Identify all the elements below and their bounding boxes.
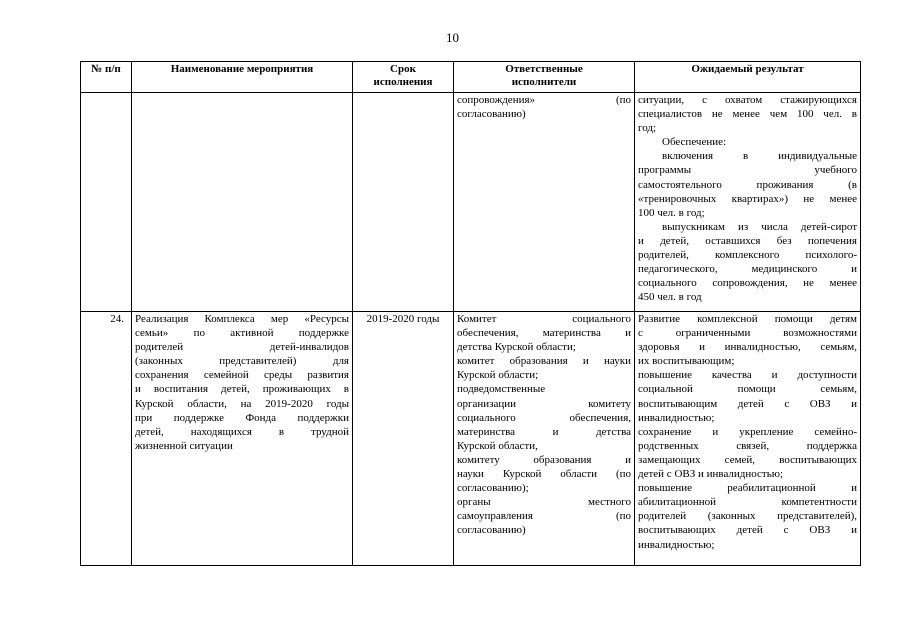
text-line: детей с ОВЗ и инвалидностью;: [638, 468, 784, 481]
text-line: Обеспечение:: [662, 136, 727, 149]
text-line: повышение реабилитационной и: [638, 482, 857, 495]
text-line: педагогического, медицинского и: [638, 263, 857, 276]
text-line: Курской области;: [457, 369, 539, 382]
text-line: комитет образования и науки: [457, 355, 631, 368]
text-line: детей, находящихся в трудной: [135, 425, 349, 438]
text-line: выпускникам из числа детей-сирот: [662, 220, 857, 233]
text-line: воспитывающих детей с ОВЗ и: [638, 524, 857, 537]
text-line: самоуправления (по: [457, 510, 631, 523]
cont-responsible-cell: [454, 93, 635, 312]
text-line: Курской области,: [457, 439, 538, 452]
text-line: 100 чел. в год;: [638, 206, 705, 219]
text-line: Комитет социального: [457, 313, 631, 325]
text-line: детства Курской области;: [457, 341, 576, 354]
row-24-term-cell: [353, 312, 454, 566]
row-number: 24.: [110, 313, 124, 325]
col-header-name: Наименование мероприятия: [132, 62, 353, 93]
text-line: повышение качества и доступности: [638, 369, 857, 382]
text-line: сохранения семейной среды развития: [135, 369, 349, 382]
table-row-24: [81, 312, 861, 566]
text-line: сопровождения» (по: [457, 94, 631, 106]
text-line: (законных представителей) для: [135, 355, 349, 368]
text-line: родителей детей-инвалидов: [135, 341, 349, 354]
text-line: при поддержке Фонда поддержки: [135, 411, 349, 424]
text-line: Курской области, на 2019-2020 годы: [135, 397, 349, 410]
text-line: Развитие комплексной помощи детям: [638, 313, 857, 325]
text-line: науки Курской области (по: [457, 468, 631, 481]
text-line: их воспитывающим;: [638, 355, 735, 368]
text-line: инвалидностью;: [638, 538, 715, 551]
text-line: замещающих семей, воспитывающих: [638, 453, 857, 466]
text-line: 450 чел. в год: [638, 291, 702, 304]
text-line: год;: [638, 122, 657, 135]
text-line: здоровья и инвалидностью, семьям,: [638, 341, 857, 354]
text-line: согласованию): [457, 524, 526, 537]
text-line: органы местного: [457, 496, 631, 509]
col-header-term: Срок исполнения: [353, 62, 454, 93]
text-line: материнства и детства: [457, 425, 631, 438]
cont-num-cell: [81, 93, 132, 312]
cont-result-cell: [635, 93, 861, 312]
text-line: комитету образования и: [457, 453, 631, 466]
text-line: сохранение и укрепление семейно-: [638, 425, 857, 438]
row-24-result-cell: [635, 312, 861, 566]
text-line: абилитационной компетентности: [638, 496, 857, 509]
cont-term-cell: [353, 93, 454, 312]
text-line: воспитывающим детей с ОВЗ и: [638, 397, 857, 410]
text-line: программы учебного: [638, 164, 857, 177]
text-line: родителей (законных представителей),: [638, 510, 857, 523]
text-line: специалистов не менее чем 100 чел. в: [638, 108, 857, 121]
col-header-responsible: Ответственные исполнители: [454, 62, 635, 93]
text-line: включения в индивидуальные: [662, 150, 857, 163]
text-line: с ограниченными возможностями: [638, 327, 857, 340]
text-line: подведомственные: [457, 383, 546, 396]
col-header-num: № п/п: [81, 62, 132, 93]
text-line: родителей, комплексного психолого-: [638, 249, 857, 262]
text-line: самостоятельного проживания (в: [638, 178, 857, 191]
col-header-result: Ожидаемый результат: [635, 62, 861, 93]
cont-name-cell: [132, 93, 353, 312]
table-row-continuation: [81, 93, 861, 312]
text-line: социального сопровождения, не менее: [638, 277, 857, 290]
text-line: организации комитету: [457, 397, 631, 410]
term-text: 2019-2020 годы: [366, 313, 440, 325]
text-line: жизненной ситуации: [135, 439, 233, 452]
text-line: и детей, оставшихся без попечения: [638, 234, 857, 247]
text-line: согласованию);: [457, 482, 529, 495]
text-line: ситуации, с охватом стажирующихся: [638, 94, 857, 106]
row-24-responsible-cell: [454, 312, 635, 566]
text-line: семьи» по активной поддержке: [135, 327, 349, 340]
text-line: социальной помощи семьям,: [638, 383, 857, 396]
text-line: Реализация Комплекса мер «Ресурсы: [135, 313, 349, 325]
table-header-row: [81, 62, 861, 93]
text-line: обеспечения, материнства и: [457, 327, 631, 340]
text-line: и воспитания детей, проживающих в: [135, 383, 349, 396]
text-line: «тренировочных квартирах») не менее: [638, 192, 857, 205]
row-24-num-cell: [81, 312, 132, 566]
text-line: родственных связей, поддержка: [638, 439, 857, 452]
text-line: инвалидностью;: [638, 411, 715, 424]
events-table: [80, 61, 861, 566]
row-24-name-cell: [132, 312, 353, 566]
text-line: согласованию): [457, 108, 526, 121]
text-line: социального обеспечения,: [457, 411, 631, 424]
page-number: 10: [446, 30, 459, 45]
